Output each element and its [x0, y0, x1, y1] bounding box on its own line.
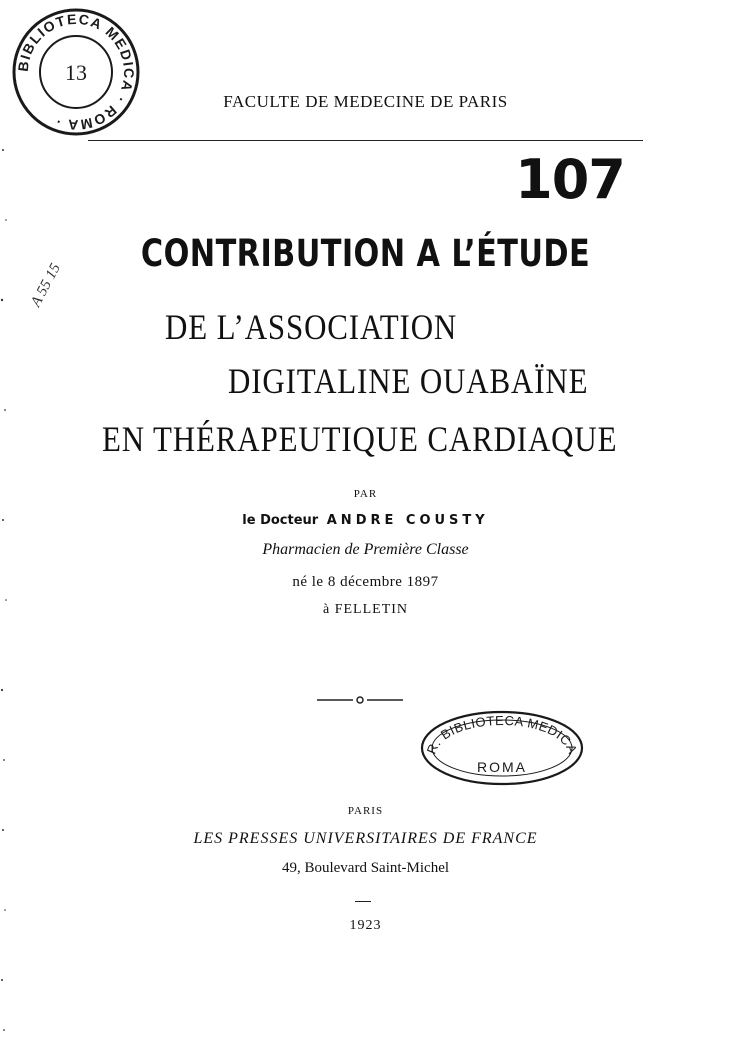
author-prefix: le Docteur	[242, 513, 319, 528]
title-line-4: EN THÉRAPEUTIQUE CARDIAQUE	[102, 419, 618, 459]
header-rule	[88, 140, 643, 141]
svg-text:R. BIBLIOTECA MEDICA	[424, 713, 581, 756]
library-round-stamp	[10, 6, 142, 138]
divider-ornament	[315, 693, 405, 707]
document-number: 107	[515, 148, 625, 211]
author-birth: né le 8 décembre 1897	[292, 574, 439, 590]
title-line-2: DE L’ASSOCIATION	[165, 307, 458, 347]
title-line-3: DIGITALINE OUABAÏNE	[228, 361, 589, 401]
imprint-city: PARIS	[347, 805, 384, 817]
imprint-year: 1923	[349, 918, 382, 933]
handwritten-margin-note: A 55 15	[28, 261, 64, 310]
round-stamp-number: 13	[65, 60, 87, 85]
imprint-publisher: LES PRESSES UNIVERSITAIRES DE FRANCE	[193, 830, 538, 847]
imprint-dash	[355, 901, 371, 902]
author-qualification: Pharmacien de Première Classe	[262, 541, 469, 558]
par-label: PAR	[353, 488, 378, 500]
author-name: ANDRE COUSTY	[326, 513, 489, 528]
author-line	[0, 513, 731, 528]
oval-stamp-bottom-text: ROMA	[477, 759, 527, 775]
imprint-address: 49, Boulevard Saint-Michel	[281, 860, 450, 876]
oval-stamp-top-text: R. BIBLIOTECA MEDICA	[423, 712, 581, 757]
faculty-heading: FACULTE DE MEDECINE DE PARIS	[223, 92, 508, 111]
scan-edge-noise	[0, 0, 20, 1058]
author-birthplace: à FELLETIN	[322, 602, 409, 617]
library-oval-stamp	[418, 708, 586, 788]
round-stamp-ring-text: BIBLIOTECA MEDICA · ROMA ·	[14, 10, 138, 134]
title-main: CONTRIBUTION A L’ÉTUDE	[140, 232, 591, 275]
